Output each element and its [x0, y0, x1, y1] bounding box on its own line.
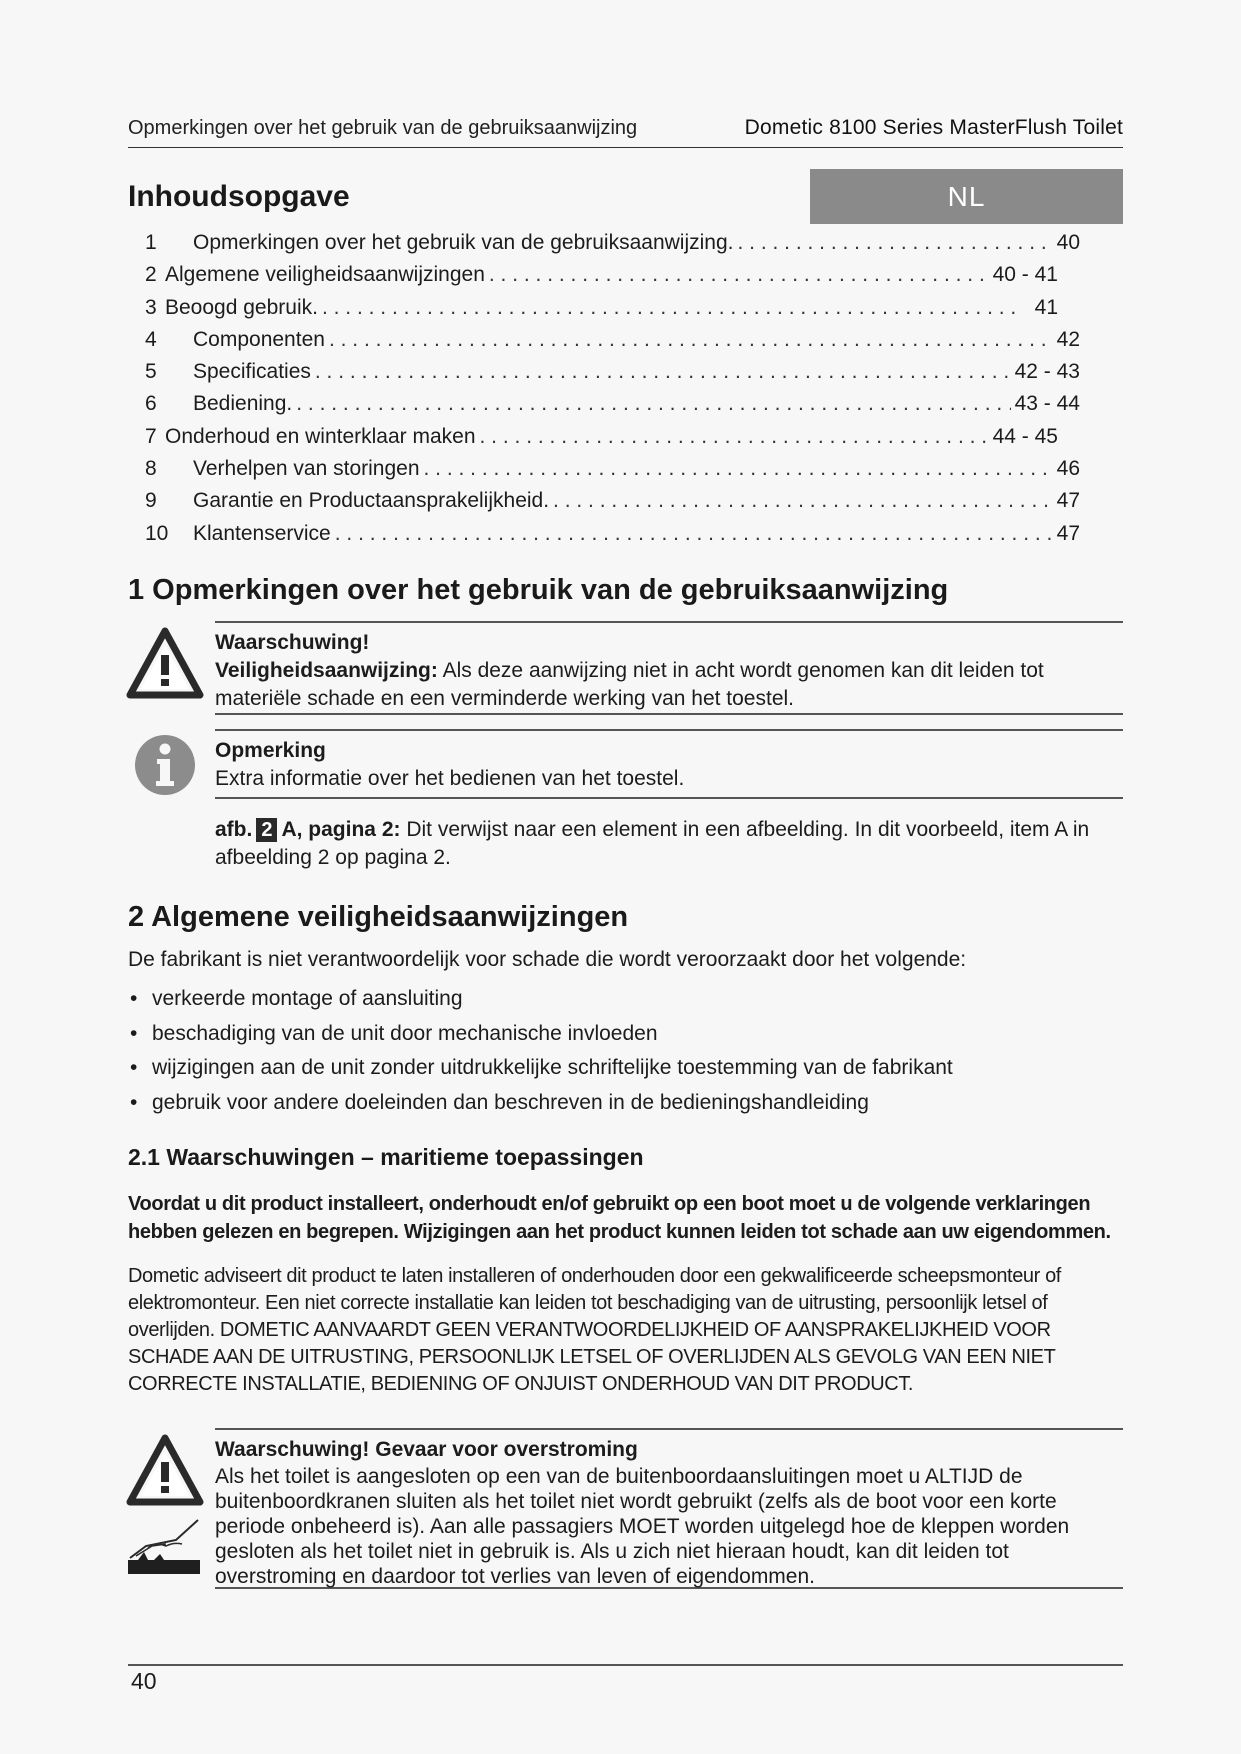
marine-notice-bold: Voordat u dit product installeert, onderhoudt en/of gebruikt op een boot moet u de volgende verklaringen hebben gelezen en begrepen. Wijzigingen aan het product kunnen leiden tot schade aan uw eigendommen.	[128, 1193, 1111, 1243]
figure-reference-explanation	[215, 816, 1123, 872]
toc-leader-dots	[424, 457, 1053, 481]
header-divider	[128, 147, 1123, 148]
toc-entry-page: 46	[1056, 457, 1080, 481]
figure-number-badge: 2	[256, 818, 277, 842]
toc-entry-label: Bediening.	[193, 392, 293, 416]
toc-entry-page: 47	[1056, 489, 1080, 513]
toc-entry	[145, 392, 1080, 424]
toc-entry	[145, 328, 1080, 360]
language-badge: NL	[810, 169, 1123, 224]
toc-entry-page: 42 - 43	[1014, 360, 1080, 384]
toc-entry	[145, 296, 1080, 328]
toc-entry-label: Algemene veiligheidsaanwijzingen	[165, 263, 485, 287]
toc-entry-number: 3	[145, 295, 157, 319]
toc-entry	[145, 263, 1080, 295]
toc-entry-page: 44 - 45	[992, 424, 1058, 448]
toc-entry-page: 40	[1056, 231, 1080, 254]
table-of-contents	[145, 231, 1080, 554]
toc-entry-page: 41	[1034, 295, 1058, 319]
section-2-intro: De fabrikant is niet verantwoordelijk voor schade die wordt veroorzaakt door het volgende:	[128, 948, 967, 971]
toc-entry-label: Verhelpen van storingen	[193, 457, 420, 481]
toc-entry-label: Opmerkingen over het gebruik van de gebruiksaanwijzing.	[193, 231, 734, 254]
toc-leader-dots	[335, 522, 1053, 546]
toc-entry-number: 8	[145, 457, 157, 481]
flood-hazard-icon	[126, 1516, 202, 1576]
warning-triangle-icon	[126, 1434, 204, 1506]
toc-entry-label: Onderhoud en winterklaar maken	[165, 424, 476, 448]
toc-entry-page: 43 - 44	[1014, 392, 1080, 416]
warning-body	[215, 657, 1123, 713]
toc-entry-label: Specificaties	[193, 360, 311, 384]
toc-title: Inhoudsopgave	[128, 180, 350, 213]
liability-exclusion-list	[128, 987, 1123, 1125]
toc-entry-number: 4	[145, 327, 157, 351]
toc-entry	[145, 489, 1080, 521]
note-title: Opmerking	[215, 739, 326, 762]
warning-text: Als deze aanwijzing niet in acht wordt genomen kan dit leiden tot materiële schade en een verminderde werking van het toestel.	[215, 659, 1044, 710]
section-2-heading: 2 Algemene veiligheidsaanwijzingen	[128, 901, 629, 933]
toc-leader-dots	[315, 360, 1011, 384]
toc-entry-page: 42	[1056, 327, 1080, 351]
toc-entry-number: 5	[145, 360, 157, 384]
toc-leader-dots	[553, 489, 1053, 513]
list-item: • gebruik voor andere doeleinden dan beschreven in de bedieningshandleiding	[128, 1091, 1123, 1126]
toc-leader-dots	[296, 392, 1010, 416]
toc-entry-number: 9	[145, 489, 157, 513]
list-item: • verkeerde montage of aansluiting	[128, 987, 1123, 1022]
toc-leader-dots	[737, 231, 1052, 255]
toc-entry-number: 10	[145, 521, 169, 545]
toc-entry	[145, 231, 1080, 263]
marine-notice-text: Dometic adviseert dit product te laten installeren of onderhouden door een gekwalificeerde scheepsmonteur of elektromonteur. Een niet correcte installatie kan leiden tot beschadiging van de uitrusting, persoonlijk letsel of overlijden. DOMETIC AANVAARDT GEEN VERANTWOORDELIJKHEID OF AANSPRAKELIJKHEID VOOR SCHADE AAN DE UITRUSTING, PERSOONLIJK LETSEL OF OVERLIJDEN ALS GEVOLG VAN EEN NIET CORRECTE INSTALLATIE, BEDIENING OF ONJUIST ONDERHOUD VAN DIT PRODUCT.	[128, 1265, 1061, 1395]
header-product-title: Dometic 8100 Series MasterFlush Toilet	[744, 116, 1123, 139]
flood-warning-text: Als het toilet is aangesloten op een van de buitenboordaansluitingen moet u ALTIJD de buitenboordkranen sluiten als het toilet niet wordt gebruikt (zelfs als de boot voor een korte periode onbeheerd is). Aan alle passagiers MOET worden uitgelegd hoe de kleppen worden gesloten als het toilet niet in gebruik is. Als u zich niet hieraan houdt, kan dit leiden tot overstroming en daardoor tot verlies van leven of eigendommen.	[215, 1465, 1070, 1588]
warning-label: Veiligheidsaanwijzing:	[215, 659, 438, 682]
figure-ref-suffix: A, pagina 2:	[281, 818, 401, 841]
list-item: • beschadiging van de unit door mechanische invloeden	[128, 1022, 1123, 1057]
toc-entry-page: 40 - 41	[992, 263, 1058, 287]
toc-entry-label: Garantie en Productaansprakelijkheid.	[193, 489, 550, 513]
footer-divider	[128, 1664, 1123, 1666]
toc-entry-page: 47	[1056, 521, 1080, 545]
figure-ref-prefix: afb.	[215, 818, 253, 841]
toc-leader-dots	[329, 328, 1053, 352]
note-text: Extra informatie over het bedienen van het toestel.	[215, 767, 685, 790]
running-header	[128, 116, 1123, 140]
toc-entry	[145, 425, 1080, 457]
info-note-box	[215, 729, 1123, 799]
toc-entry-number: 7	[145, 424, 157, 448]
toc-entry	[145, 360, 1080, 392]
list-item: • wijzigingen aan de unit zonder uitdrukkelijke schriftelijke toestemming van de fabrikant	[128, 1056, 1123, 1091]
toc-entry	[145, 522, 1080, 554]
toc-leader-dots	[489, 263, 989, 287]
subsection-2-1-heading: 2.1 Waarschuwingen – maritieme toepassingen	[128, 1144, 644, 1170]
toc-entry-label: Componenten	[193, 327, 325, 351]
warning-title: Waarschuwing!	[215, 631, 370, 654]
section-1-heading: 1 Opmerkingen over het gebruik van de gebruiksaanwijzing	[128, 574, 949, 606]
info-icon	[133, 733, 197, 797]
toc-entry-number: 6	[145, 392, 157, 416]
toc-entry-label: Beoogd gebruik.	[165, 295, 318, 319]
flood-warning-box	[215, 1428, 1123, 1589]
toc-entry-number: 1	[145, 231, 157, 254]
toc-entry-label: Klantenservice	[193, 521, 331, 545]
toc-leader-dots	[322, 296, 1017, 320]
flood-warning-title: Waarschuwing! Gevaar voor overstroming	[215, 1438, 638, 1461]
toc-entry-number: 2	[145, 263, 157, 287]
header-chapter-title: Opmerkingen over het gebruik van de gebruiksaanwijzing	[128, 117, 638, 139]
warning-triangle-icon	[126, 627, 204, 699]
page-number: 40	[131, 1668, 157, 1694]
safety-warning-box	[215, 621, 1123, 715]
toc-leader-dots	[480, 425, 989, 449]
toc-entry	[145, 457, 1080, 489]
figure-ref-text: Dit verwijst naar een element in een afbeelding. In dit voorbeeld, item A in afbeelding 2 op pagina 2.	[215, 818, 1090, 869]
